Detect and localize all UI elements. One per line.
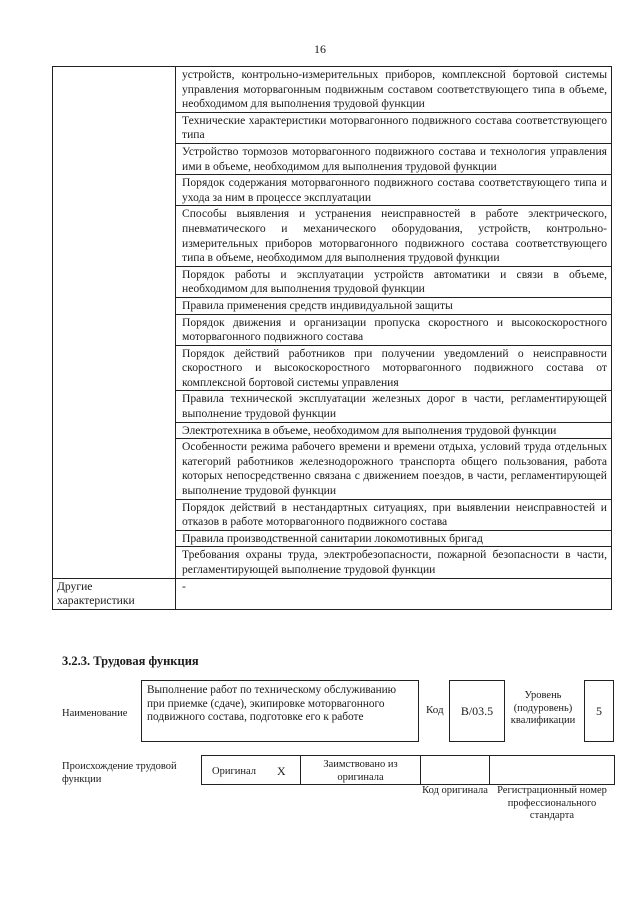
page-number: 16	[314, 42, 326, 56]
level-box	[584, 680, 614, 742]
table-cell: Электротехника в объеме, необходимом для выполнения трудовой функции	[176, 422, 612, 439]
level-value: 5	[596, 704, 602, 718]
borrowed-label: Заимствовано из оригинала	[323, 759, 398, 783]
table-row	[53, 578, 612, 609]
reg-number-cell	[489, 755, 615, 785]
table-cell: Порядок движения и организации пропуска скоростного и высокоскоростного моторвагонного подвижного состава	[176, 314, 612, 345]
table-cell: Особенности режима рабочего времени и времени отдыха, условий труда отдельных категорий работников железнодорожного транспорта общего пользования, работа которых непосредственно связана с движением поездов, в части, регламентирующей выполнение трудовой функции	[176, 439, 612, 499]
table-row	[53, 67, 612, 113]
original-cell	[201, 755, 301, 785]
table-cell: Порядок работы и эксплуатации устройств автоматики и связи в объеме, необходимом для выполнения трудовой функции	[176, 266, 612, 297]
original-label: Оригинал	[212, 766, 256, 777]
code-value: B/03.5	[460, 704, 494, 718]
code-original-cell	[420, 755, 490, 785]
empty-label-cell	[53, 67, 176, 579]
origin-label: Происхождение трудовой функции	[62, 761, 177, 785]
table-cell: устройств, контрольно-измерительных приборов, комплексной бортовой системы управления моторвагонным подвижным составом соответствующего типа в объеме, необходимом для выполнения трудовой функции	[176, 67, 612, 113]
section-heading: 3.2.3. Трудовая функция	[62, 654, 199, 668]
borrowed-cell	[300, 755, 421, 785]
reg-number-caption: Регистрационный номер профессионального стандарта	[497, 785, 607, 821]
level-label: Уровень (подуровень) квалификации	[510, 690, 576, 726]
original-mark: X	[277, 764, 286, 778]
function-name-value: Выполнение работ по техническому обслуживанию при приемке (сдаче), экипировке моторвагонного подвижного состава, подготовке его к работе	[147, 684, 397, 723]
table-cell: Правила производственной санитарии локомотивных бригад	[176, 530, 612, 547]
table-cell: Технические характеристики моторвагонного подвижного состава соответствующего типа	[176, 112, 612, 143]
table-cell: Порядок действий в нестандартных ситуациях, при выявлении неисправностей и отказов в работе моторвагонного подвижного состава	[176, 499, 612, 530]
table-cell: Порядок действий работников при получении уведомлений о неисправности скоростного и высокоскоростного моторвагонного подвижного состава от комплексной бортовой системы управления	[176, 345, 612, 391]
name-label: Наименование	[62, 708, 128, 719]
other-characteristics-value: -	[176, 578, 612, 609]
table-cell: Порядок содержания моторвагонного подвижного состава соответствующего типа и ухода за ним в процессе эксплуатации	[176, 175, 612, 206]
table-cell: Способы выявления и устранения неисправностей в работе электрического, пневматического и механического оборудования, устройств, контрольно-измерительных приборов моторвагонного подвижного состава соответствующего типа в объеме, необходимом для выполнения трудовой функции	[176, 206, 612, 266]
function-name-box	[141, 680, 419, 742]
code-original-caption: Код оригинала	[422, 785, 488, 796]
code-box	[449, 680, 505, 742]
code-label: Код	[426, 704, 444, 716]
other-characteristics-label: Другие характеристики	[53, 578, 176, 609]
table-cell: Правила технической эксплуатации железных дорог в части, регламентирующей выполнение трудовой функции	[176, 391, 612, 422]
requirements-table	[52, 66, 612, 610]
table-cell: Правила применения средств индивидуальной защиты	[176, 297, 612, 314]
table-cell: Требования охраны труда, электробезопасности, пожарной безопасности в части, регламентирующей выполнение трудовой функции	[176, 547, 612, 578]
table-cell: Устройство тормозов моторвагонного подвижного состава и технология управления ими в объеме, необходимом для выполнения трудовой функции	[176, 143, 612, 174]
